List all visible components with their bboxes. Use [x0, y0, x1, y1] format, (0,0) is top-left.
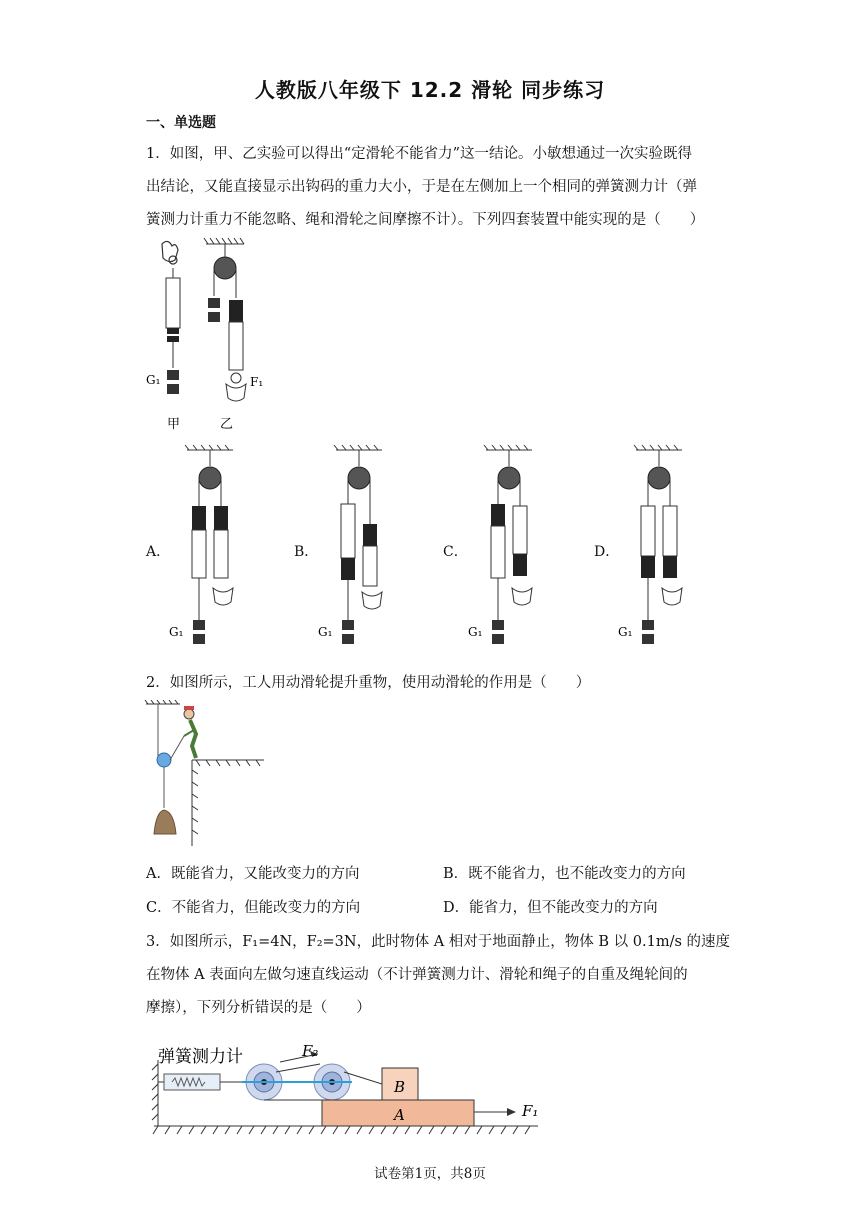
q1-option-b-label[interactable]: B．: [294, 544, 319, 560]
label-g1: G₁: [618, 625, 633, 639]
q2-worker-pulley-figure: [144, 700, 268, 848]
ceiling-icon: [204, 238, 244, 244]
fixed-pulley-icon: [214, 257, 236, 279]
section-heading: 一、单选题: [146, 115, 216, 131]
q1-line-2: 出结论，又能直接显示出钩码的重力大小，于是在左侧加上一个相同的弹簧测力计（弹: [146, 179, 697, 195]
label-g1: G₁: [318, 625, 333, 639]
worker-icon: [184, 706, 196, 758]
hand-icon: [362, 592, 382, 609]
q1-option-c-figure[interactable]: [464, 444, 564, 654]
fixed-pulley-icon: [648, 467, 670, 489]
label-g1: G₁: [169, 625, 184, 639]
label-g1: G₁: [146, 373, 161, 387]
q1-option-d-label[interactable]: D．: [594, 544, 620, 560]
hand-icon: [662, 588, 682, 605]
q2-option-c[interactable]: C．不能省力，但能改变力的方向: [146, 900, 361, 916]
label-jia: 甲: [167, 417, 181, 432]
fixed-pulley-icon: [498, 467, 520, 489]
q2-stem: 2．如图所示，工人用动滑轮提升重物，使用动滑轮的作用是（ ）: [146, 675, 591, 691]
q1-option-a-label[interactable]: A．: [146, 544, 171, 560]
q1-option-b-figure[interactable]: [314, 444, 414, 654]
label-yi: 乙: [220, 417, 234, 432]
q2-option-d[interactable]: D．能省力，但不能改变力的方向: [443, 900, 658, 916]
q1-line-1: 1．如图，甲、乙实验可以得出“定滑轮不能省力”这一结论。小敏想通过一次实验既得: [146, 146, 693, 162]
hand-icon: [226, 384, 246, 401]
hand-icon: [512, 588, 532, 605]
hand-icon: [162, 241, 178, 264]
q1-option-a-figure[interactable]: [165, 444, 265, 654]
movable-pulley-icon: [157, 753, 171, 767]
q3-line-3: 摩擦），下列分析错误的是（ ）: [146, 1000, 371, 1016]
page-title: 人教版八年级下 12.2 滑轮 同步练习: [254, 78, 606, 102]
q3-line-1: 3．如图所示，F₁=4N，F₂=3N，此时物体 A 相对于地面静止，物体 B 以 0.1m/s 的速度: [146, 934, 731, 950]
q1-option-c-label[interactable]: C．: [443, 544, 468, 560]
q3-line-2: 在物体 A 表面向左做匀速直线运动（不计弹簧测力计、滑轮和绳子的自重及绳轮间的: [146, 967, 688, 983]
label-a: A: [394, 1106, 405, 1124]
label-f1: F₁: [522, 1102, 539, 1120]
fixed-pulley-icon: [348, 467, 370, 489]
q2-option-a[interactable]: A．既能省力，又能改变力的方向: [146, 866, 360, 882]
sack-icon: [154, 810, 176, 834]
label-f1: F₁: [250, 375, 264, 389]
spring-scale-jia: [166, 268, 180, 368]
label-b: B: [394, 1078, 406, 1096]
q3-block-pulley-figure: [146, 1032, 550, 1136]
weight-g1-jia: [167, 370, 179, 394]
q1-reference-figure: [140, 236, 280, 436]
label-f2: F₂: [302, 1042, 319, 1060]
label-spring-meter: 弹簧测力计: [158, 1047, 243, 1067]
label-g1: G₁: [468, 625, 483, 639]
q1-line-3: 簧测力计重力不能忽略、绳和滑轮之间摩擦不计）。下列四套装置中能实现的是（ ）: [146, 212, 705, 228]
hand-icon: [213, 588, 233, 605]
page-footer: 试卷第1页，共8页: [374, 1166, 486, 1182]
q2-option-b[interactable]: B．既不能省力，也不能改变力的方向: [443, 866, 686, 882]
q1-option-d-figure[interactable]: [614, 444, 714, 654]
fixed-pulley-icon: [199, 467, 221, 489]
